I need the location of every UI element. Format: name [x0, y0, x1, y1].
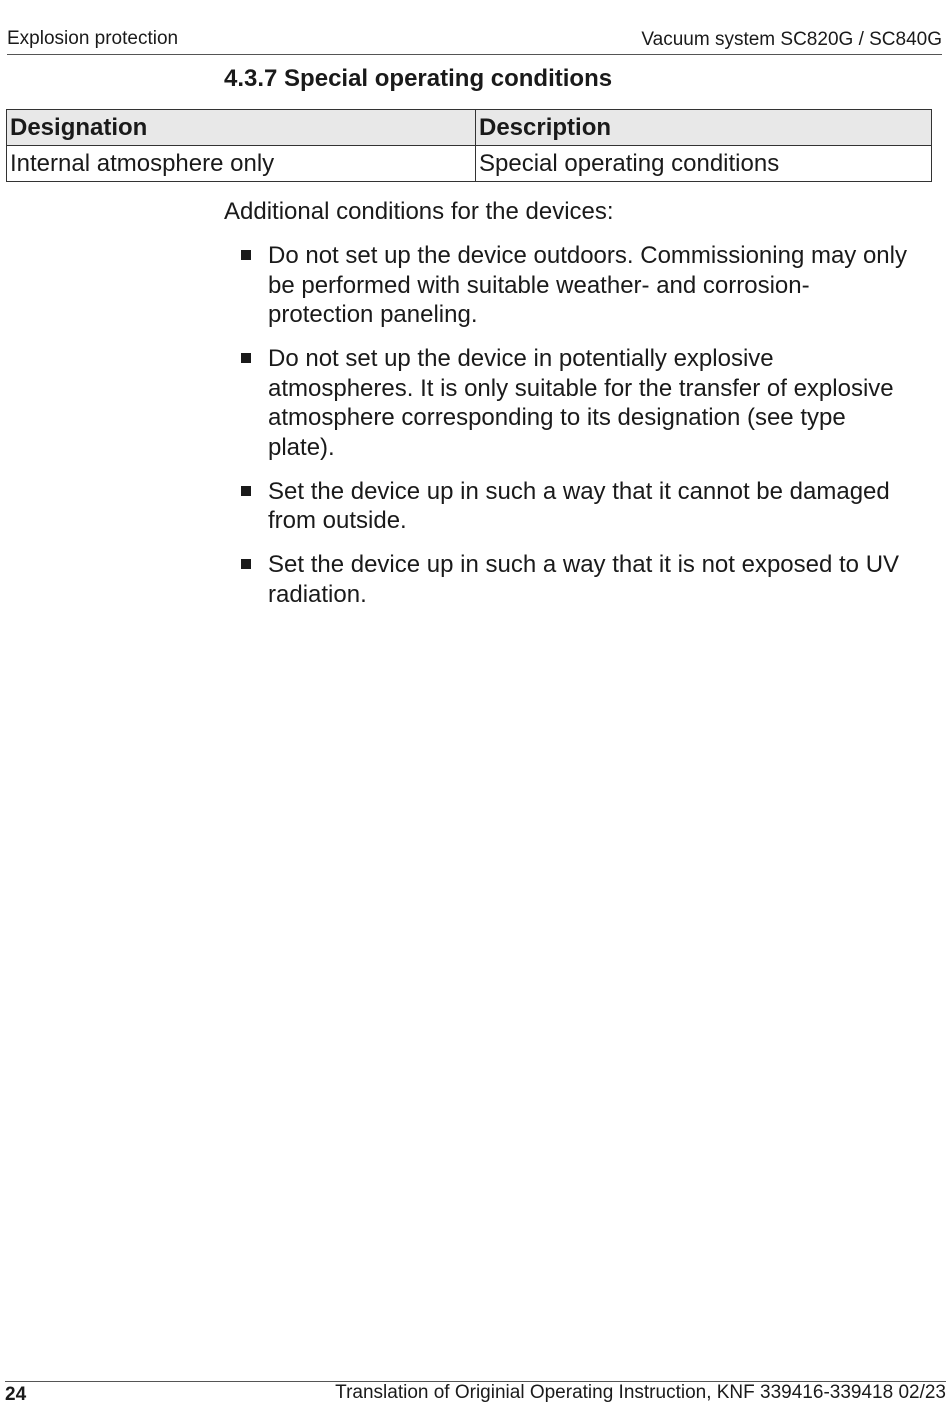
page-header — [7, 28, 942, 55]
conditions-list — [224, 241, 914, 624]
list-item — [224, 550, 914, 609]
table-cell-designation: Internal atmosphere only — [7, 146, 476, 182]
bullet-square-icon — [241, 486, 251, 496]
header-product-name: Vacuum system SC820G / SC840G — [641, 29, 942, 50]
table-header-designation: Designation — [7, 110, 476, 146]
list-item-text: Do not set up the device in potentially explosive atmospheres. It is only suitable for the transfer of explosive atmosphere corresponding to its designation (see type plate). — [268, 345, 894, 461]
intro-text: Additional conditions for the devices: — [224, 198, 614, 225]
table-row — [7, 146, 932, 182]
page-footer — [5, 1381, 946, 1404]
list-item-text: Set the device up in such a way that it cannot be damaged from outside. — [268, 477, 890, 534]
table-header-row — [7, 110, 932, 146]
header-chapter-title: Explosion protection — [7, 28, 179, 49]
bullet-square-icon — [241, 353, 251, 363]
section-title: 4.3.7 Special operating conditions — [224, 65, 613, 92]
list-item — [224, 344, 914, 462]
list-item — [224, 477, 914, 536]
designation-table — [6, 109, 932, 182]
bullet-square-icon — [241, 250, 251, 260]
footer-document-reference: Translation of Originial Operating Instruction, KNF 339416-339418 02/23 — [335, 1382, 946, 1403]
bullet-square-icon — [241, 559, 251, 569]
list-item-text: Do not set up the device outdoors. Commissioning may only be performed with suitable weather- and corrosion-protection paneling. — [268, 242, 907, 328]
table-cell-description: Special operating conditions — [476, 146, 932, 182]
list-item — [224, 241, 914, 330]
table-header-description: Description — [476, 110, 932, 146]
list-item-text: Set the device up in such a way that it is not exposed to UV radiation. — [268, 551, 900, 608]
page-number: 24 — [5, 1384, 27, 1405]
